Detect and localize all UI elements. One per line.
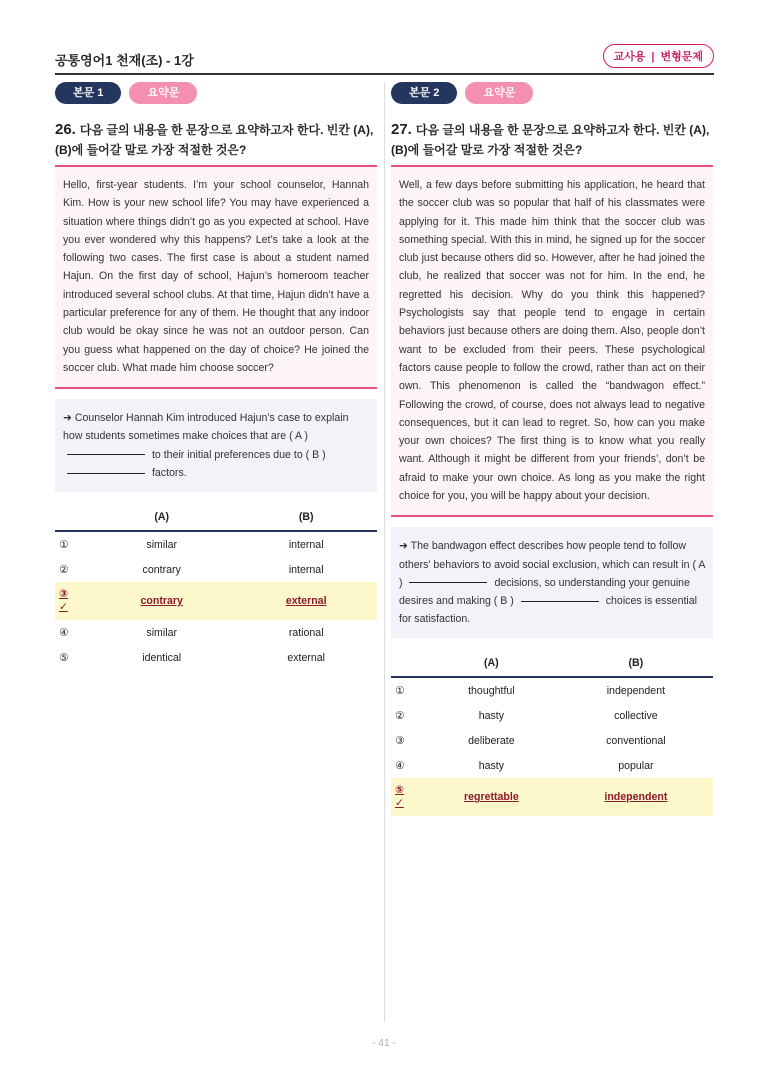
option-row <box>55 620 377 645</box>
passage-rule <box>391 515 713 517</box>
badge-teacher-label: 교사용 <box>613 51 646 63</box>
summary-text-1: ➜ The bandwagon effect describes how people tend to follow others' behaviors to avoid social exclusion, which can result in ( A ) <box>399 540 705 589</box>
option-a: regrettable <box>424 778 559 816</box>
option-b: independent <box>559 778 713 816</box>
option-number: ④ <box>59 626 69 639</box>
correct-option-row <box>391 778 713 816</box>
option-a: hasty <box>478 709 505 722</box>
column-b-header: (B) <box>235 504 377 531</box>
passage-tag: 본문 2 <box>391 82 457 104</box>
question-27-column <box>391 82 713 816</box>
passage-tag: 본문 1 <box>55 82 121 104</box>
blank-b <box>67 473 145 474</box>
option-b: independent <box>606 684 666 697</box>
check-icon: ✓ <box>395 797 404 810</box>
passage-rule <box>55 387 377 389</box>
question-heading <box>55 120 377 160</box>
option-a: hasty <box>478 759 505 772</box>
option-number: ② <box>395 709 405 722</box>
question-heading <box>391 120 713 160</box>
question-number: 26. <box>55 121 76 138</box>
options-header-row <box>55 504 377 531</box>
section-tags <box>391 82 713 106</box>
option-a: identical <box>142 651 182 664</box>
answer-options-table <box>391 650 713 816</box>
blank-a <box>409 582 487 583</box>
correct-option-row <box>55 582 377 620</box>
option-number: ⑤ ✓ <box>391 778 424 816</box>
page-header <box>55 44 714 74</box>
blank-b <box>521 601 599 602</box>
section-tags <box>55 82 377 106</box>
summary-text-1: ➜ Counselor Hannah Kim introduced Hajun’s case to explain how students sometimes make choices that are ( A ) <box>63 412 349 443</box>
option-number: ② <box>59 563 69 576</box>
option-number: ⑤ <box>59 651 69 664</box>
option-number: ① <box>395 684 405 697</box>
option-b: collective <box>614 709 658 722</box>
option-a: thoughtful <box>468 684 515 697</box>
question-text: 다음 글의 내용을 한 문장으로 요약하고자 한다. 빈칸 (A), (B)에 들어갈 말로 가장 적절한 것은? <box>391 123 710 157</box>
summary-text-2: to their initial preferences due to ( B ) <box>151 448 326 461</box>
option-row <box>391 677 713 703</box>
question-text: 다음 글의 내용을 한 문장으로 요약하고자 한다. 빈칸 (A), (B)에 들어갈 말로 가장 적절한 것은? <box>55 123 374 157</box>
option-number: ① <box>59 538 69 551</box>
column-divider <box>384 82 385 1022</box>
passage-text: Hello, first-year students. I’m your school counselor, Hannah Kim. How is your new school life? You may have experienced a situation where things didn’t go as you expected at school. Have you ever wondered why this happens? Let’s take a look at the following two cases. The first case is about a student named Hajun. On the first day of school, Hajun’s homeroom teacher introduced several school clubs. At that time, Hajun didn’t have a particular preference for any of them. He thought that any indoor club would be okay since he was not an outdoor person. Can you guess what happened on the day of choice? He joined the soccer club. What made him choose soccer? <box>55 167 377 387</box>
option-b: popular <box>618 759 654 772</box>
option-a: contrary <box>88 582 235 620</box>
teacher-variant-badge <box>603 44 714 68</box>
option-a: similar <box>146 626 177 639</box>
option-row <box>391 753 713 778</box>
summary-box <box>391 527 713 638</box>
option-b: external <box>287 651 326 664</box>
option-row <box>391 728 713 753</box>
option-row <box>55 531 377 557</box>
option-row <box>55 645 377 670</box>
summary-tag: 요약문 <box>465 82 533 104</box>
summary-text-3: factors. <box>151 466 187 479</box>
column-a-header: (A) <box>88 504 235 531</box>
badge-separator: | <box>651 51 655 63</box>
option-row <box>391 703 713 728</box>
option-number: ③ <box>395 734 405 747</box>
summary-tag: 요약문 <box>129 82 197 104</box>
page-number: - 41 - <box>372 1038 396 1049</box>
check-icon: ✓ <box>59 601 68 614</box>
summary-text-3: choices is essential for satisfaction. <box>399 594 698 626</box>
column-b-header: (B) <box>559 650 713 677</box>
summary-box <box>55 399 377 492</box>
answer-options-table <box>55 504 377 670</box>
option-number: ④ <box>395 759 405 772</box>
header-rule <box>55 73 714 75</box>
question-number: 27. <box>391 121 412 138</box>
blank-a <box>67 454 145 455</box>
question-26-column <box>55 82 377 670</box>
badge-variant-label: 변형문제 <box>660 51 703 63</box>
option-b: internal <box>288 538 324 551</box>
option-a: similar <box>146 538 177 551</box>
option-a: deliberate <box>468 734 515 747</box>
column-a-header: (A) <box>424 650 559 677</box>
book-title: 공통영어1 천재(조) - 1강 <box>55 53 194 68</box>
option-b: internal <box>288 563 324 576</box>
option-row <box>55 557 377 582</box>
summary-text-2: decisions, so understanding your genuine desires and making ( B ) <box>399 576 690 607</box>
options-header-row <box>391 650 713 677</box>
option-number: ③ ✓ <box>55 582 88 620</box>
option-b: rational <box>288 626 324 639</box>
option-a: contrary <box>142 563 181 576</box>
option-b: conventional <box>606 734 666 747</box>
passage-text: Well, a few days before submitting his application, he heard that the soccer club was so popular that half of his classmates were applying for it. This made him think that the soccer club was something special. With this in mind, he signed up for the soccer club just because others did so. However, after he had joined the club, he realized that soccer was not for him. In the end, he regretted his decision. Why do you think this happened? Psychologists say that people tend to engage in certain behaviors just because others are doing them. Also, people don’t want to be excluded from their peers. These psychological factors cause people to follow the crowd, rather than act on their own. This phenomenon is called the “bandwagon effect.” Following the crowd, of course, does not always lead to negative consequences, but it can lead to regret. So, how can you make your own choices? The first thing is to know what you really want. Although it might be different from your friends’, don’t be afraid to make your own choice. As long as you make the right choice for you, you will be happy about your decision. <box>391 167 713 515</box>
option-b: external <box>235 582 377 620</box>
